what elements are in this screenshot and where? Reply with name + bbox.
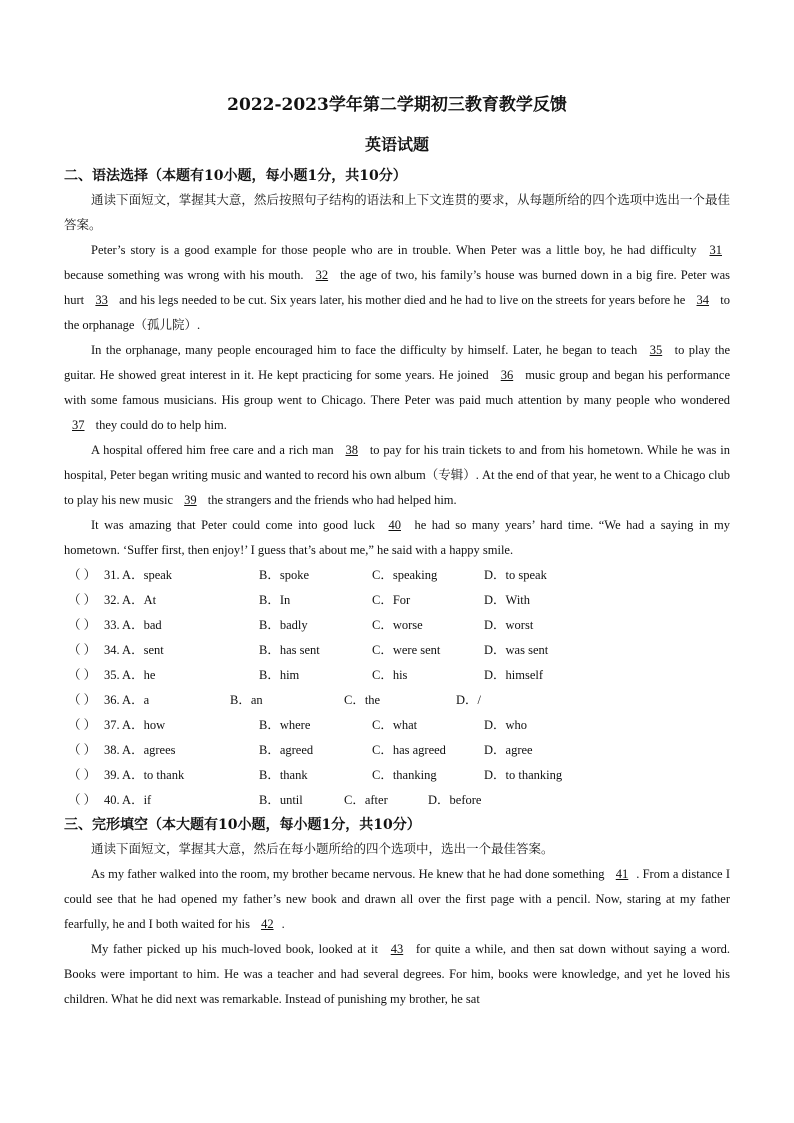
option-b: B．has sent (259, 643, 320, 657)
option-c: C．the (344, 693, 381, 707)
section3-instructions: 通读下面短文，掌握其大意，然后在每小题所给的四个选项中，选出一个最佳答案。 (91, 842, 554, 856)
text-run: As my father walked into the room, my brother became nervous. He knew that he had done something (91, 867, 608, 881)
option-b: B．agreed (259, 743, 314, 757)
option-b: B．spoke (259, 568, 310, 582)
blank-31[interactable]: 31 (709, 243, 722, 257)
blank-40[interactable]: 40 (388, 518, 401, 532)
answer-bracket[interactable]: （ ） (68, 668, 97, 682)
blank-38[interactable]: 38 (345, 443, 358, 457)
blank-39[interactable]: 39 (184, 493, 197, 507)
option-b: B．thank (259, 768, 308, 782)
blank-42[interactable]: 42 (261, 917, 274, 931)
page-title: 2022-2023学年第二学期初三教育教学反馈 (227, 95, 567, 115)
text-run: the strangers and the friends who had helped him. (204, 493, 457, 507)
text-run: . (281, 917, 285, 931)
answer-bracket[interactable]: （ ） (68, 693, 97, 707)
text-run: they could do to help him. (92, 418, 227, 432)
text-run: for quite a while, and then sat down without saying a word. Books were important to him. He was a teacher and had several degrees. For him, books were knowledge, and yet he loved his children. What he did next was remarkable. Instead of punishing my brother, he sat (64, 942, 730, 1006)
passage1-paragraph (64, 338, 730, 438)
blank-32[interactable]: 32 (315, 268, 329, 282)
option-a: 40. A．if (104, 793, 152, 807)
option-c: C．thanking (372, 768, 437, 782)
answer-bracket[interactable]: （ ） (68, 593, 97, 607)
option-b: B．an (230, 693, 263, 707)
option-d: D．before (428, 793, 482, 807)
option-c: C．For (372, 593, 411, 607)
option-c: C．speaking (372, 568, 438, 582)
option-c: C．his (372, 668, 408, 682)
option-a: 38. A．agrees (104, 743, 176, 757)
text-run: music group and began his performance with some famous musicians. His group went to Chicago. There Peter was paid much attention by many people who wondered (64, 368, 731, 407)
question-row (64, 713, 730, 738)
option-a: 39. A．to thank (104, 768, 185, 782)
question-row (64, 638, 730, 663)
blank-34[interactable]: 34 (696, 293, 710, 307)
blank-35[interactable]: 35 (649, 343, 663, 357)
answer-bracket[interactable]: （ ） (68, 568, 97, 582)
text-run: . From a distance I could see that he had opened my father’s new book and drawn all over the first page with a pencil. Now, staring at my father fearfully, he and I both waited for his (64, 867, 730, 931)
option-a: 34. A．sent (104, 643, 164, 657)
option-a: 36. A．a (104, 693, 150, 707)
option-a: 31. A．speak (104, 568, 173, 582)
answer-bracket[interactable]: （ ） (68, 793, 97, 807)
passage1-paragraph (64, 513, 730, 563)
text-run: he had so many years’ hard time. “We had a saying in my hometown. ‘Suffer first, then enjoy!’ I guess that’s about me,” he said with a happy smile. (64, 518, 731, 557)
blank-37[interactable]: 37 (72, 418, 85, 432)
option-d: D．was sent (484, 643, 549, 657)
option-a: 35. A．he (104, 668, 156, 682)
text-run: because something was wrong with his mouth. (64, 268, 308, 282)
option-c: C．were sent (372, 643, 441, 657)
text-run: the age of two, his family’s house was burned down in a big fire. Peter was hurt (64, 268, 730, 307)
text-run: to play the guitar. He showed great interest in it. He kept practicing for some years. He joined (64, 343, 730, 382)
option-d: D．worst (484, 618, 534, 632)
question-row (64, 738, 730, 763)
answer-bracket[interactable]: （ ） (68, 743, 97, 757)
option-b: B．badly (259, 618, 308, 632)
answer-bracket[interactable]: （ ） (68, 618, 97, 632)
text-run: to the orphanage（孤儿院）. (64, 293, 730, 332)
answer-bracket[interactable]: （ ） (68, 768, 97, 782)
section2-instructions: 通读下面短文，掌握其大意，然后按照句子结构的语法和上下文连贯的要求，从每题所给的四个选项中选出一个最佳答案。 (64, 193, 730, 232)
question-row (64, 688, 730, 713)
question-row (64, 763, 730, 788)
passage2-paragraph (64, 937, 730, 1012)
option-d: D．to thanking (484, 768, 563, 782)
option-b: B．him (259, 668, 300, 682)
option-c: C．what (372, 718, 418, 732)
page-subtitle: 英语试题 (364, 135, 429, 154)
question-row (64, 588, 730, 613)
blank-41[interactable]: 41 (615, 867, 629, 881)
option-c: C．worse (372, 618, 423, 632)
blank-36[interactable]: 36 (500, 368, 514, 382)
text-run: to pay for his train tickets to and from his hometown. While he was in hospital, Peter began writing music and wanted to record his own album（专辑）. At the end of that year, he went to a Chicago club to play his new music (64, 443, 731, 507)
option-c: C．after (344, 793, 388, 807)
option-d: D．to speak (484, 568, 547, 582)
document-page (64, 92, 730, 1012)
passage1-paragraph (64, 238, 730, 338)
question-row (64, 563, 730, 588)
passage1-paragraph (64, 438, 730, 513)
option-d: D．/ (456, 693, 482, 707)
text-run: In the orphanage, many people encouraged him to face the difficulty by himself. Later, he began to teach (91, 343, 642, 357)
answer-bracket[interactable]: （ ） (68, 718, 97, 732)
text-run: A hospital offered him free care and a rich man (91, 443, 338, 457)
option-a: 37. A．how (104, 718, 166, 732)
option-d: D．who (484, 718, 528, 732)
text-run: My father picked up his much-loved book, looked at it (91, 942, 383, 956)
option-d: D．With (484, 593, 531, 607)
option-a: 32. A．At (104, 593, 157, 607)
section3-heading: 三、完形填空（本大题有10小题，每小题1分，共10分） (64, 817, 421, 833)
text-run: and his legs needed to be cut. Six years later, his mother died and he had to live on the streets for years before he (115, 293, 689, 307)
option-b: B．In (259, 593, 291, 607)
blank-33[interactable]: 33 (95, 293, 108, 307)
blank-43[interactable]: 43 (390, 942, 404, 956)
section2-heading: 二、语法选择（本题有10小题，每小题1分，共10分） (64, 168, 407, 184)
question-list (64, 563, 730, 813)
option-d: D．himself (484, 668, 544, 682)
passage2-paragraph (64, 862, 730, 937)
option-a: 33. A．bad (104, 618, 162, 632)
text-run: Peter’s story is a good example for those people who are in trouble. When Peter was a little boy, he had difficulty (91, 243, 702, 257)
option-c: C．has agreed (372, 743, 446, 757)
text-run: It was amazing that Peter could come into good luck (91, 518, 381, 532)
option-b: B．until (259, 793, 303, 807)
answer-bracket[interactable]: （ ） (68, 643, 97, 657)
question-row (64, 663, 730, 688)
option-b: B．where (259, 718, 311, 732)
question-row (64, 788, 730, 813)
question-row (64, 613, 730, 638)
option-d: D．agree (484, 743, 533, 757)
